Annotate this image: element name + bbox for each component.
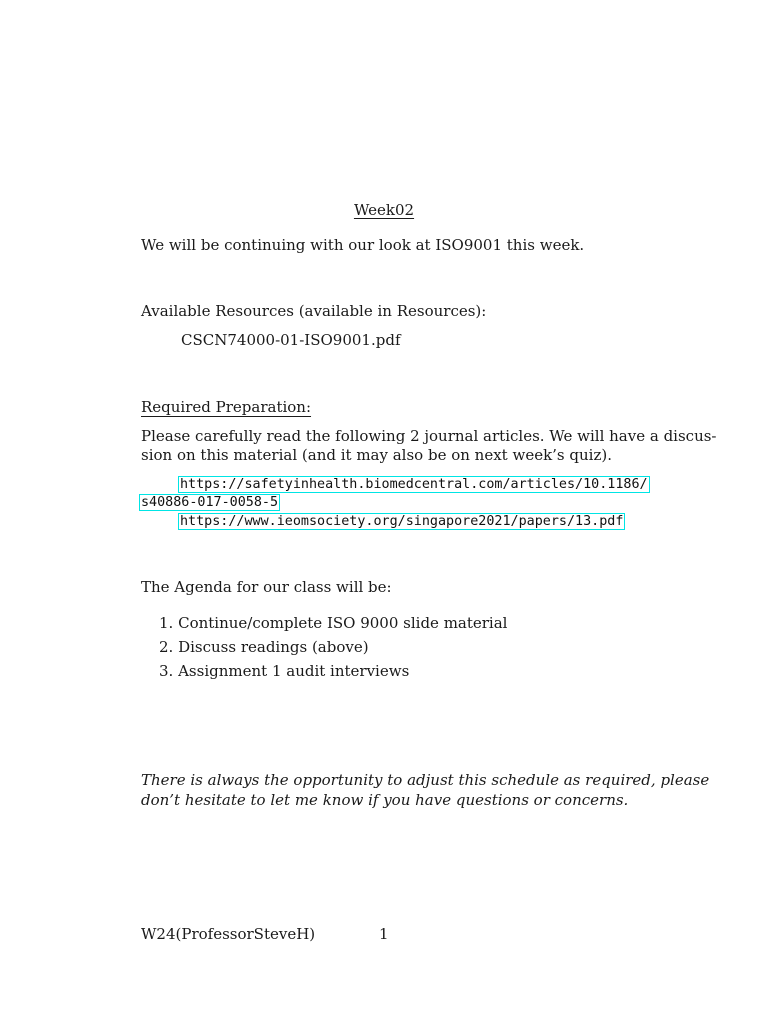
preparation-heading: Required Preparation:	[141, 398, 312, 416]
note-line2: don’t hesitate to let me know if you have questions or concerns.	[141, 791, 629, 809]
page-title-wrap	[0, 201, 768, 219]
article-link-1-line2[interactable]: s40886-017-0058-5	[141, 495, 279, 510]
list-item	[159, 614, 507, 632]
agenda-heading: The Agenda for our class will be:	[141, 578, 392, 596]
preparation-text-line2: sion on this material (and it may also be on next week’s quiz).	[141, 446, 612, 464]
article-link-1-cont[interactable]	[140, 495, 279, 510]
list-item-number: 3.	[159, 662, 174, 680]
article-link-2-text[interactable]: https://www.ieomsociety.org/singapore2021/papers/13.pdf	[180, 514, 624, 529]
preparation-text-line1: Please carefully read the following 2 journal articles. We will have a discus-	[141, 427, 717, 445]
list-item-number: 1.	[159, 614, 174, 632]
article-link-1-line1[interactable]: https://safetyinhealth.biomedcentral.com/articles/10.1186/	[180, 477, 648, 492]
list-item-text: Continue/complete ISO 9000 slide material	[178, 614, 508, 632]
intro-text: We will be continuing with our look at ISO9001 this week.	[141, 236, 585, 254]
resource-file: CSCN74000-01-ISO9001.pdf	[181, 331, 401, 349]
page-title: Week02	[353, 201, 415, 219]
list-item	[159, 638, 369, 656]
footer-left: W24(ProfessorSteveH)	[141, 925, 316, 943]
page-number: 1	[379, 925, 389, 943]
list-item-text: Discuss readings (above)	[178, 638, 369, 656]
article-link-2[interactable]	[179, 514, 624, 529]
list-item-number: 2.	[159, 638, 174, 656]
resources-heading: Available Resources (available in Resources):	[141, 302, 487, 320]
article-link-1[interactable]	[179, 477, 649, 492]
note-line1: There is always the opportunity to adjust this schedule as required, please	[141, 771, 710, 789]
list-item	[159, 662, 409, 680]
list-item-text: Assignment 1 audit interviews	[178, 662, 410, 680]
